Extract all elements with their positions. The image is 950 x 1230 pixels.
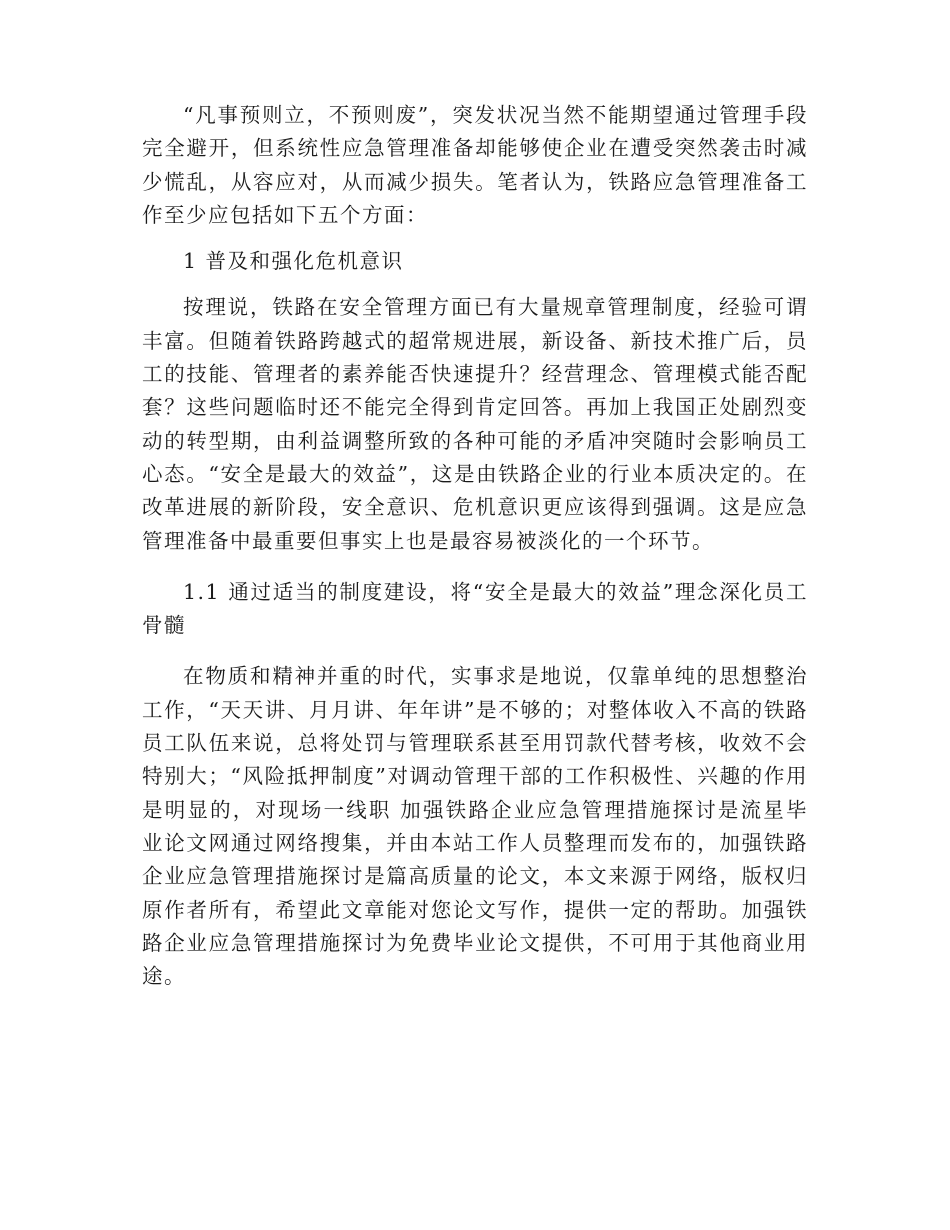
section-heading-1: 1 普及和强化危机意识 [183,249,404,274]
document-body [142,99,808,993]
subsection-1-1-paragraph: 在物质和精神并重的时代，实事求是地说，仅靠单纯的思想整治工作，“天天讲、月月讲、年年讲”是不够的；对整体收入不高的铁路员工队伍来说，总将处罚与管理联系甚至用罚款代替考核，收效不会特别大；“风险抵押制度”对调动管理干部的工作积极性、兴趣的作用是明显的，对现场一线职 加强铁路企业应急管理措施探讨是流星毕业论文网通过网络搜集，并由本站工作人员整理而发布的，加强铁路企业应急管理措施探讨是篇高质量的论文，本文来源于网络，版权归原作者所有，希望此文章能对您论文写作，提供一定的帮助。加强铁路企业应急管理措施探讨为免费毕业论文提供，不可用于其他商业用途。 [142,664,808,989]
section-1-paragraph: 按理说，铁路在安全管理方面已有大量规章管理制度，经验可谓丰富。但随着铁路跨越式的超常规进展，新设备、新技术推广后，员工的技能、管理者的素养能否快速提升？经营理念、管理模式能否配套？这些问题临时还不能完全得到肯定回答。再加上我国正处剧烈变动的转型期，由利益调整所致的各种可能的矛盾冲突随时会影响员工心态。“安全是最大的效益”，这是由铁路企业的行业本质决定的。在改革进展的新阶段，安全意识、危机意识更应该得到强调。这是应急管理准备中最重要但事实上也是最容易被淡化的一个环节。 [142,295,808,553]
subsection-heading-1-1: 1.1 通过适当的制度建设，将“安全是最大的效益”理念深化员工骨髓 [142,579,808,638]
intro-paragraph: “凡事预则立，不预则废”，突发状况当然不能期望通过管理手段完全避开，但系统性应急管理准备却能够使企业在遭受突然袭击时减少慌乱，从容应对，从而减少损失。笔者认为，铁路应急管理准备工作至少应包括如下五个方面： [142,103,808,227]
